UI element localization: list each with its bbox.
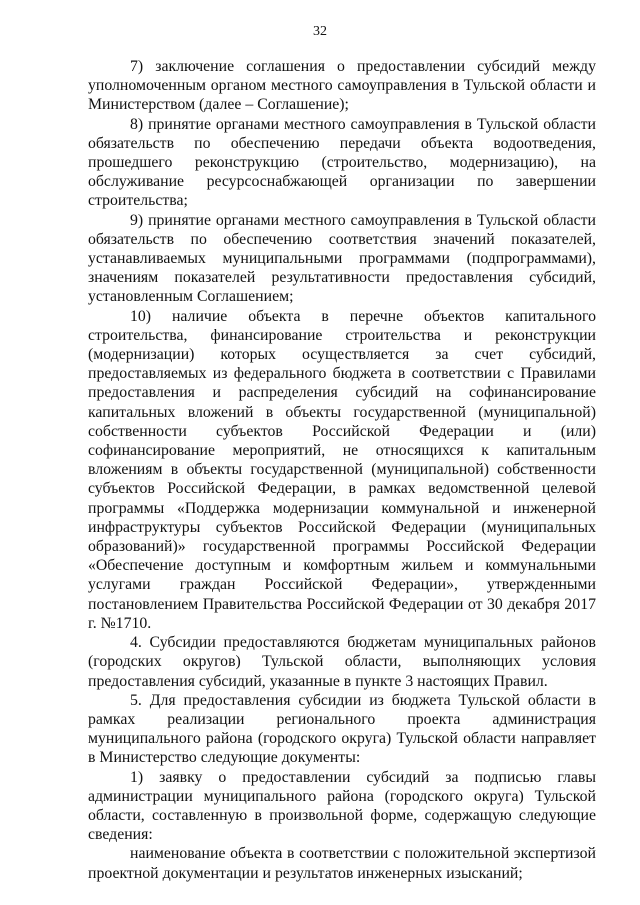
paragraph-section-4: 4. Субсидии предоставляются бюджетам муниципальных районов (городских округов) Тульской области, выполняющих условия предоставления субсидий, указанные в пункте 3 настоящих Правил.	[88, 634, 596, 690]
paragraph-item-8: 8) принятие органами местного самоуправления в Тульской области обязательств по обеспечению передачи объекта водоотведения, прошедшего реконструкцию (строительство, модернизацию), на обслуживание ресурсоснабжающей организации по завершении строительства;	[88, 115, 596, 210]
paragraph-item-7: 7) заключение соглашения о предоставлении субсидий между уполномоченным органом местного самоуправления в Тульской области и Министерством (далее – Соглашение);	[88, 58, 596, 114]
paragraph-item-9: 9) принятие органами местного самоуправления в Тульской области обязательств по обеспечению соответствия значений показателей, устанавливаемых муниципальными программами (подпрограммами), значениям показателей результативности предоставления субсидий, установленным Соглашением;	[88, 211, 596, 306]
paragraph-subitem-1: 1) заявку о предоставлении субсидий за подписью главы администрации муниципального района (городского округа) Тульской области, составленную в произвольной форме, содержащую следующие сведения:	[88, 768, 596, 844]
paragraph-item-10: 10) наличие объекта в перечне объектов капитального строительства, финансирование строительства и реконструкции (модернизации) которых осуществляется за счет субсидий, предоставляемых из федерального бюджета в соответствии с Правилами предоставления и распределения субсидий на софинансирование капитальных вложений в объекты государственной (муниципальной) собственности субъектов Российской Федерации и (или) софинансирование мероприятий, не относящихся к капитальным вложениям в объекты государственной (муниципальной) собственности субъектов Российской Федерации, в рамках ведомственной целевой программы «Поддержка модернизации коммунальной и инженерной инфраструктуры субъектов Российской Федерации (муниципальных образований)» государственной программы Российской Федерации «Обеспечение доступным и комфортным жильем и коммунальными услугами граждан Российской Федерации», утвержденными постановлением Правительства Российской Федерации от 30 декабря 2017 г. №1710.	[88, 307, 596, 632]
page-number: 32	[313, 24, 327, 39]
paragraph-object-name: наименование объекта в соответствии с положительной экспертизой проектной документации и результатов инженерных изысканий;	[88, 845, 596, 882]
document-body	[88, 57, 596, 883]
paragraph-section-5: 5. Для предоставления субсидии из бюджета Тульской области в рамках реализации регионального проекта администрация муниципального района (городского округа) Тульской области направляет в Министерство следующие документы:	[88, 691, 596, 767]
